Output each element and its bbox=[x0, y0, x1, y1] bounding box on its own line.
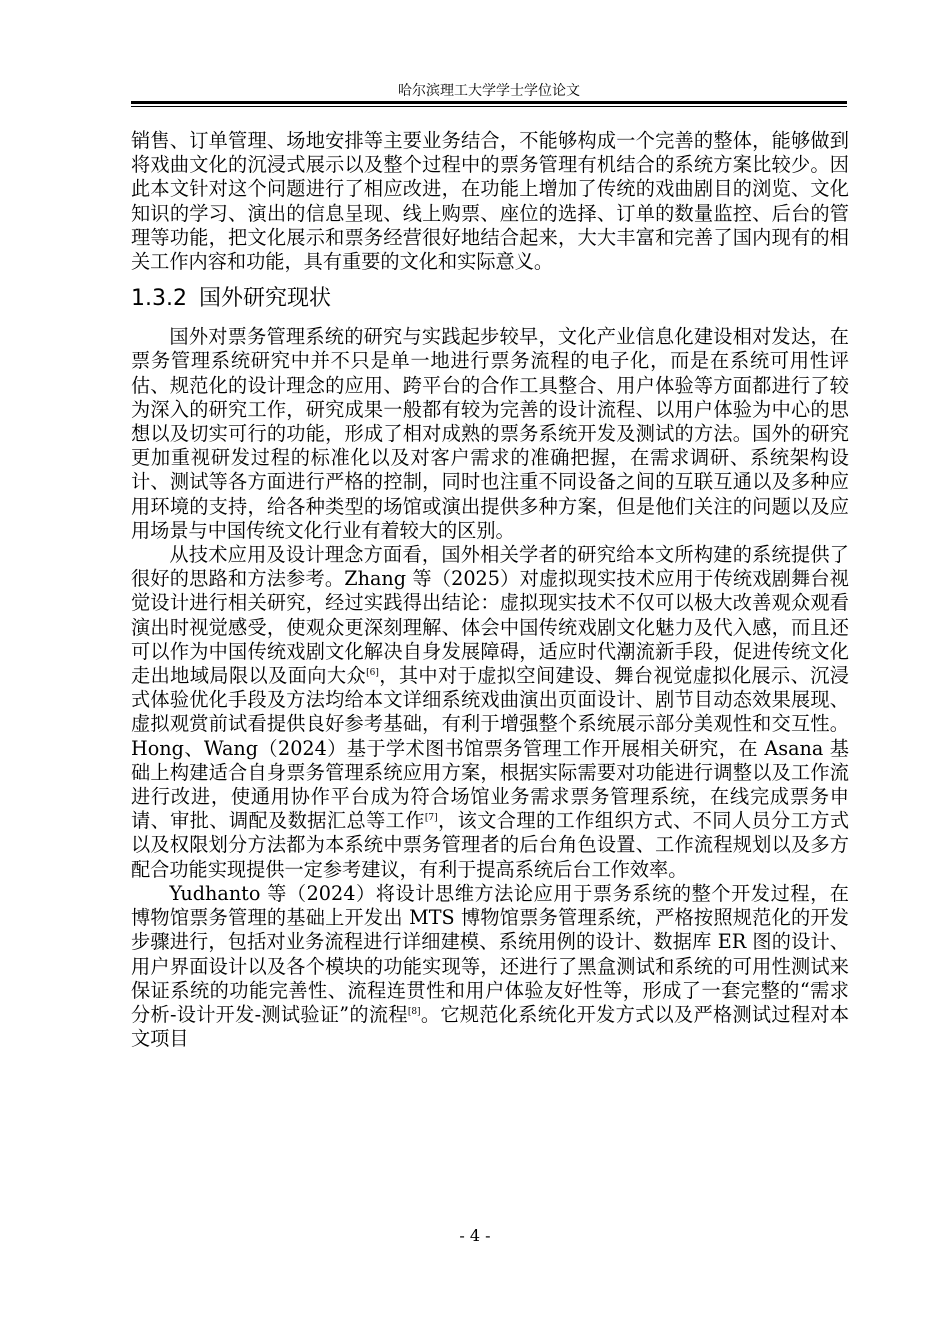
text-run: 。它规范化系统化开发方式以及严格测试过程对本文项目 bbox=[131, 1002, 850, 1051]
paragraph-overview: 国外对票务管理系统的研究与实践起步较早，文化产业信息化建设相对发达，在票务管理系统研究中并不只是单一地进行票务流程的电子化，而是在系统可用性评估、规范化的设计理念的应用、跨平台的合作工具整合、用户体验等方面都进行了较为深入的研究工作，研究成果一般都有较为完善的设计流程、以用户体验为中心的思想以及切实可行的功能，形成了相对成熟的票务系统开发及测试的方法。国外的研究更加重视研发过程的标准化以及对客户需求的准确把握，在需求调研、系统架构设计、测试等各方面进行严格的控制，同时也注重不同设备之间的互联互通以及多种应用环境的支持，给各种类型的场馆或演出提供多种方案，但是他们关注的问题以及应用场景与中国传统文化行业有着较大的区别。 bbox=[131, 325, 849, 542]
page-body bbox=[131, 129, 849, 1051]
header-rule-thick bbox=[131, 101, 847, 104]
section-number: 1.3.2 bbox=[131, 286, 187, 312]
text-run: ，其中对于虚拟空间建设、舞台视觉虚拟化展示、沉浸式体验优化手段及方法均给本文详细系统戏曲演出页面设计、剧节目动态效果展现、虚拟观赏前试看提供良好参考基础，有利于增强整个系统展示部分美观性和交互性。Hong、Wang（2024）基于学术图书馆票务管理工作开展相关研究，在 Asana 基础上构建适合自身票务管理系统应用方案，根据实际需要对功能进行调整以及工作流进行改进，使通用协作平台成为符合场馆业务需求票务管理系统，在线完成票务申请、审批、调配及数据汇总等工作 bbox=[131, 664, 850, 833]
section-heading bbox=[131, 283, 849, 315]
citation-7: [7] bbox=[424, 813, 438, 824]
header-rule-thin bbox=[131, 106, 847, 107]
text-run: Yudhanto 等（2024）将设计思维方法论应用于票务系统的整个开发过程，在博物馆票务管理的基础上开发出 MTS 博物馆票务管理系统，严格按照规范化的开发步骤进行，包括对业务流程进行详细建模、系统用例的设计、数据库 ER 图的设计、用户界面设计以及各个模块的功能实现等，还进行了黑盒测试和系统的可用性测试来保证系统的功能完善性、流程连贯性和用户体验友好性等，形成了一套完整的“需求分析-设计开发-测试验证”的流程 bbox=[131, 881, 849, 1026]
paragraph-technology bbox=[131, 543, 849, 882]
paragraph-design-thinking bbox=[131, 882, 849, 1051]
text-run: ，该文合理的工作组织方式、不同人员分工方式以及权限划分方法都为本系统中票务管理者的后台角色设置、工作流程规划以及多方配合功能实现提供一定参考建议，有利于提高系统后台工作效率。 bbox=[131, 809, 850, 881]
page-number: - 4 - bbox=[459, 1226, 491, 1245]
paragraph-continued: 销售、订单管理、场地安排等主要业务结合，不能够构成一个完善的整体，能够做到将戏曲文化的沉浸式展示以及整个过程中的票务管理有机结合的系统方案比较少。因此本文针对这个问题进行了相应改进，在功能上增加了传统的戏曲剧目的浏览、文化知识的学习、演出的信息呈现、线上购票、座位的选择、订单的数量监控、后台的管理等功能，把文化展示和票务经营很好地结合起来，大大丰富和完善了国内现有的相关工作内容和功能，具有重要的文化和实际意义。 bbox=[131, 129, 849, 274]
running-header: 哈尔滨理工大学学士学位论文 bbox=[398, 83, 580, 99]
citation-8: [8] bbox=[407, 1006, 421, 1017]
text-run: 从技术应用及设计理念方面看，国外相关学者的研究给本文所构建的系统提供了很好的思路和方法参考。Zhang 等（2025）对虚拟现实技术应用于传统戏剧舞台视觉设计进行相关研究，经过实践得出结论：虚拟现实技术不仅可以极大改善观众观看演出时视觉感受，使观众更深刻理解、体会中国传统戏剧文化魅力及代入感，而且还可以作为中国传统戏剧文化解决自身发展障碍，适应时代潮流新手段，促进传统文化走出地域局限以及面向大众 bbox=[131, 543, 849, 688]
citation-6: [6] bbox=[366, 668, 379, 679]
section-title: 国外研究现状 bbox=[198, 286, 331, 312]
